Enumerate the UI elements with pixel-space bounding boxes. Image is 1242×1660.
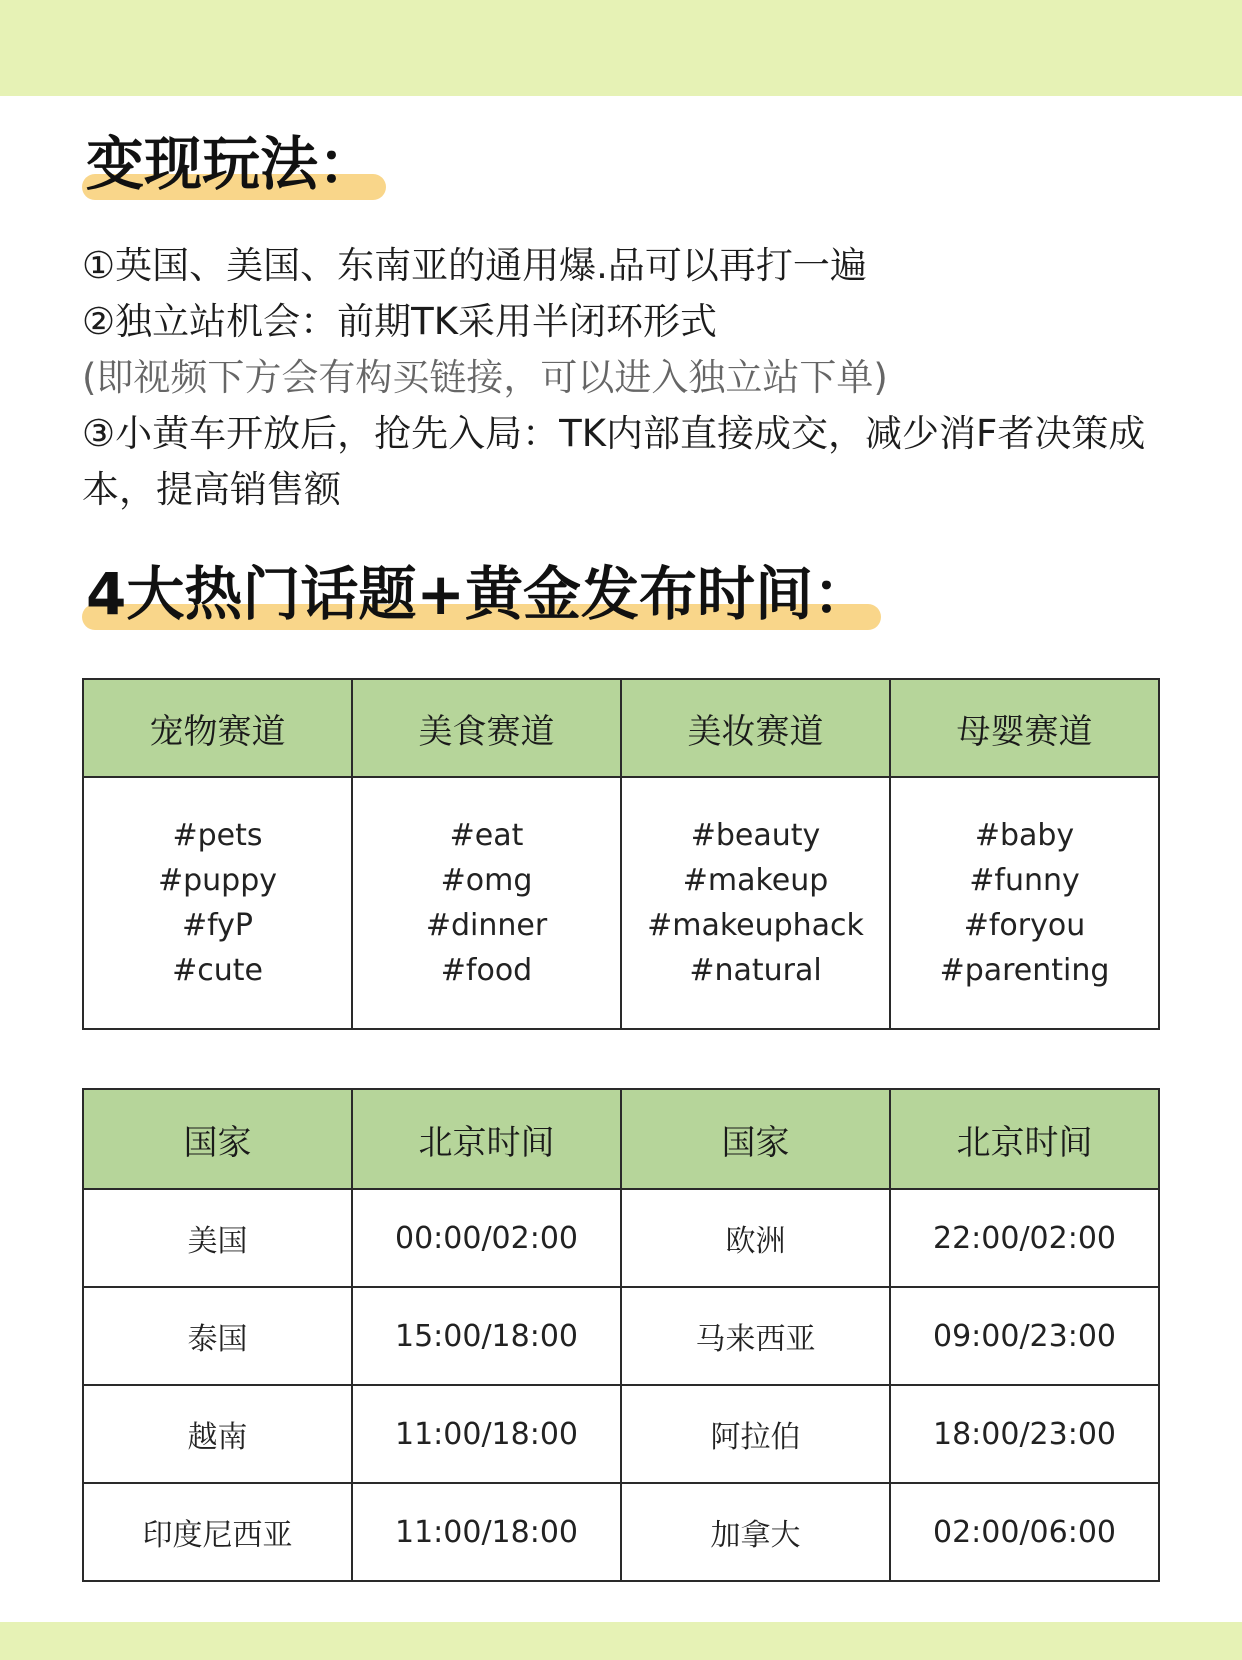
time-cell: 11:00/18:00 — [352, 1483, 621, 1581]
hashtag: #puppy — [157, 863, 278, 898]
time-header-cell: 北京时间 — [352, 1089, 621, 1189]
hashtag: #eat — [449, 818, 524, 853]
topics-table — [82, 678, 1160, 1030]
time-header-cell: 国家 — [83, 1089, 352, 1189]
tags-cell-food — [352, 777, 621, 1029]
table-row — [83, 1385, 1159, 1483]
bottom-band — [0, 1622, 1242, 1660]
hashtag: #beauty — [690, 818, 821, 853]
body-line-4: ③小黄车开放后，抢先入局：TK内部直接成交，减少消F者决策成本，提高销售额 — [82, 412, 1146, 511]
topics-tags-row — [83, 777, 1159, 1029]
time-cell: 09:00/23:00 — [890, 1287, 1159, 1385]
hashtag: #fyP — [181, 908, 253, 943]
hashtag: #omg — [440, 863, 533, 898]
tags-cell-baby — [890, 777, 1159, 1029]
time-header-cell: 北京时间 — [890, 1089, 1159, 1189]
topics-header-cell: 母婴赛道 — [890, 679, 1159, 777]
monetization-body — [82, 238, 1192, 518]
country-cell: 阿拉伯 — [621, 1385, 890, 1483]
time-header-row — [83, 1089, 1159, 1189]
hashtag: #parenting — [939, 953, 1110, 988]
hashtag: #cute — [172, 953, 263, 988]
time-cell: 00:00/02:00 — [352, 1189, 621, 1287]
monetization-heading: 变现玩法： — [86, 126, 376, 202]
hashtag: #natural — [689, 953, 822, 988]
hashtag: #baby — [974, 818, 1075, 853]
country-cell: 马来西亚 — [621, 1287, 890, 1385]
table-row — [83, 1483, 1159, 1581]
time-cell: 15:00/18:00 — [352, 1287, 621, 1385]
time-cell: 11:00/18:00 — [352, 1385, 621, 1483]
country-cell: 加拿大 — [621, 1483, 890, 1581]
body-line-1: ①英国、美国、东南亚的通用爆.品可以再打一遍 — [82, 244, 867, 287]
time-cell: 22:00/02:00 — [890, 1189, 1159, 1287]
table-row — [83, 1287, 1159, 1385]
country-cell: 印度尼西亚 — [83, 1483, 352, 1581]
body-line-2: ②独立站机会：前期TK采用半闭环形式 — [82, 300, 718, 343]
country-cell: 泰国 — [83, 1287, 352, 1385]
country-cell: 美国 — [83, 1189, 352, 1287]
topics-header-cell: 宠物赛道 — [83, 679, 352, 777]
hashtag: #food — [440, 953, 533, 988]
hashtag: #makeuphack — [647, 908, 864, 943]
hashtag: #foryou — [963, 908, 1086, 943]
time-header-cell: 国家 — [621, 1089, 890, 1189]
body-line-3: (即视频下方会有构买链接，可以进入独立站下单) — [82, 356, 888, 399]
tags-cell-beauty — [621, 777, 890, 1029]
country-cell: 欧洲 — [621, 1189, 890, 1287]
topics-header-cell: 美食赛道 — [352, 679, 621, 777]
country-cell: 越南 — [83, 1385, 352, 1483]
hashtag: #funny — [969, 863, 1080, 898]
table-row — [83, 1189, 1159, 1287]
topics-header-row — [83, 679, 1159, 777]
tags-cell-pets — [83, 777, 352, 1029]
topics-heading: 4大热门话题+黄金发布时间： — [86, 556, 871, 632]
time-cell: 18:00/23:00 — [890, 1385, 1159, 1483]
time-cell: 02:00/06:00 — [890, 1483, 1159, 1581]
hashtag: #dinner — [425, 908, 548, 943]
posting-time-table — [82, 1088, 1160, 1582]
topics-header-cell: 美妆赛道 — [621, 679, 890, 777]
hashtag: #makeup — [682, 863, 829, 898]
hashtag: #pets — [172, 818, 263, 853]
top-band — [0, 0, 1242, 96]
